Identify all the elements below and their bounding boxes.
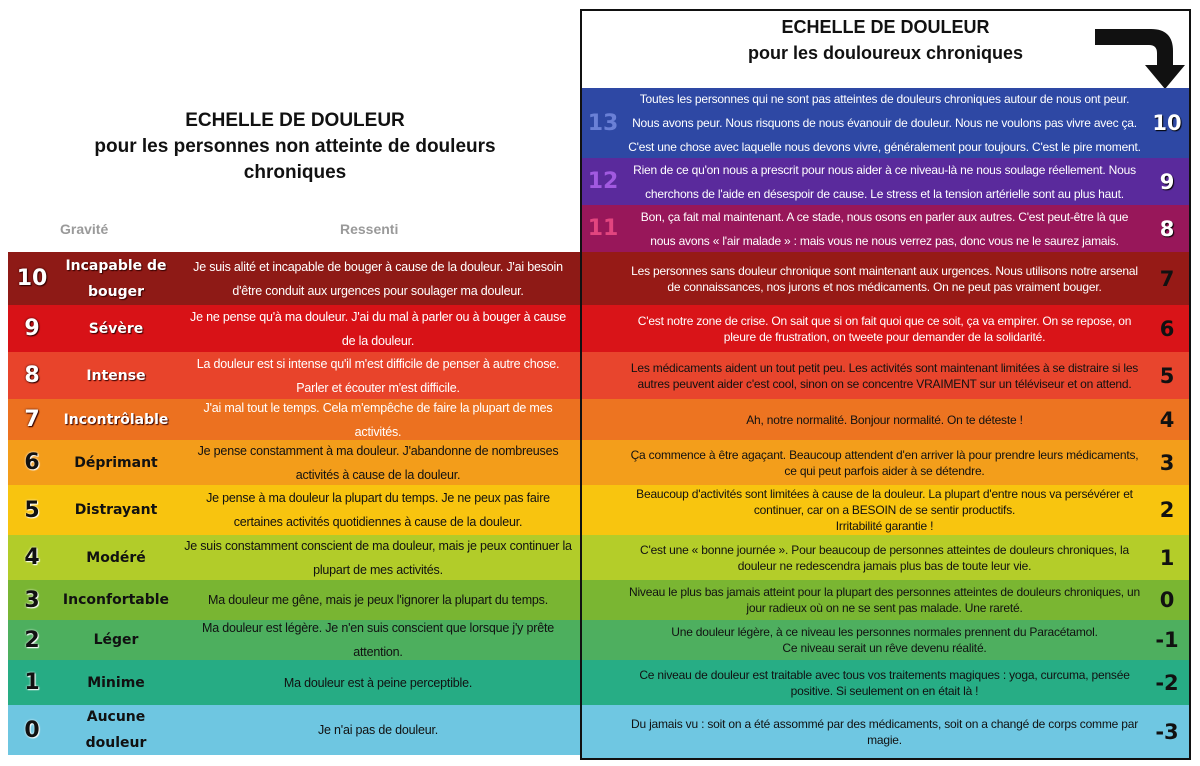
left-title-line3: chroniques <box>243 162 347 183</box>
level-number: 9 <box>1159 169 1175 194</box>
level-description: Je pense constamment à ma douleur. J'abandonne de nombreuses activités à cause de la douleur. <box>197 443 559 482</box>
right-row-0 <box>582 580 1189 620</box>
left-row-6 <box>8 440 580 485</box>
left-column-headers <box>0 218 580 242</box>
level-label: Sévère <box>88 320 144 337</box>
header-gravity: Gravité <box>60 221 109 237</box>
right-title-line2: pour les douloureux chroniques <box>747 43 1024 63</box>
level-description: Bon, ça fait mal maintenant. A ce stade, nous osons en parler aux autres. C'est peut-être là que nous avons « l'air malade » : mais vous ne nous verrez pas, donc vous ne le saurez jamais. <box>640 209 1129 248</box>
level-number: 3 <box>24 587 40 613</box>
level-number: 10 <box>1152 111 1182 135</box>
level-label: Minime <box>87 674 145 691</box>
right-row-5 <box>582 352 1189 399</box>
left-row-5 <box>8 485 580 535</box>
level-description: Beaucoup d'activités sont limitées à cause de la douleur. La plupart d'entre nous va persévérer et continuer, car on a BESOIN de se sentir productifs. Irritabilité garantie ! <box>636 487 1133 533</box>
level-description: Je pense à ma douleur la plupart du temps. Je ne peux pas faire certaines activités quotidiennes à cause de la douleur. <box>206 491 550 529</box>
right-scale-panel <box>580 9 1191 760</box>
left-row-10 <box>8 252 580 305</box>
right-row-10 <box>582 88 1189 158</box>
level-description: Les personnes sans douleur chronique sont maintenant aux urgences. Nous utilisons notre arsenal de connaissances, nos jurons et nos médicaments. On ne peut pas vraiment bouger. <box>631 263 1138 294</box>
level-number: 5 <box>24 497 40 523</box>
level-description: C'est notre zone de crise. On sait que si on fait quoi que ce soit, ça va empirer. On se repose, on pleure de frustration, on tweete pour demander de la solidarité. <box>637 313 1132 344</box>
level-label: Léger <box>93 632 139 648</box>
level-label: Incapable de bouger <box>65 257 167 300</box>
level-number: -2 <box>1155 670 1179 695</box>
level-description: Je n'ai pas de douleur. <box>317 723 439 737</box>
level-number: 5 <box>1159 363 1175 388</box>
right-row-8 <box>582 205 1189 252</box>
level-description: Ma douleur me gêne, mais je peux l'ignorer la plupart du temps. <box>208 593 548 607</box>
level-label: Inconfortable <box>62 592 170 608</box>
level-description: Ma douleur est légère. Je n'en suis conscient que lorsque j'y prête attention. <box>202 621 554 659</box>
level-number: 4 <box>1159 407 1175 432</box>
left-scale-table <box>8 252 580 755</box>
level-description: C'est une « bonne journée ». Pour beaucoup de personnes atteintes de douleurs chroniques, la douleur ne redescendra jamais plus bas de toute leur vie. <box>640 542 1129 573</box>
right-scale-table <box>582 88 1189 758</box>
left-row-7 <box>8 399 580 440</box>
level-description: Rien de ce qu'on nous a prescrit pour nous aider à ce niveau-là ne nous soulage réellement. Nous cherchons de l'aide en désespoir de cause. Le stress et la tension artérielle sont au plus haut. <box>633 162 1136 201</box>
level-number: 10 <box>16 266 48 291</box>
level-number: 6 <box>1159 316 1175 341</box>
level-number: 4 <box>24 545 40 570</box>
level-number: 8 <box>1159 216 1175 241</box>
level-description: Je suis constamment conscient de ma douleur, mais je peux continuer la plupart de mes activités. <box>184 538 572 577</box>
left-title-line2: pour les personnes non atteinte de douleurs <box>94 136 496 157</box>
level-label: Intense <box>86 367 146 384</box>
old-level-number: 13 <box>587 110 619 136</box>
left-row-2 <box>8 620 580 660</box>
level-number: 7 <box>24 407 40 432</box>
level-description: Toutes les personnes qui ne sont pas atteintes de douleurs chroniques autour de nous ont peur. Nous avons peur. Nous risquons de nous évanouir de douleur. Nous ne voulons pas vivre avec ça. C'est une chose avec laquelle nous devons vivre, généralement pour toujours. C'est le pire moment. <box>628 92 1141 154</box>
level-label: Incontrôlable <box>63 411 169 428</box>
level-description: Une douleur légère, à ce niveau les personnes normales prennent du Paracétamol. Ce niveau serait un rêve devenu réalité. <box>671 625 1098 655</box>
right-row-2 <box>582 485 1189 535</box>
level-description: Ah, notre normalité. Bonjour normalité. On te déteste ! <box>746 412 1023 427</box>
left-row-8 <box>8 352 580 399</box>
right-title-line1: ECHELLE DE DOULEUR <box>781 17 990 37</box>
right-row-1 <box>582 535 1189 580</box>
right-row-4 <box>582 399 1189 440</box>
level-number: -3 <box>1155 719 1179 744</box>
level-number: 0 <box>24 717 40 743</box>
level-description: Ça commence à être agaçant. Beaucoup attendent d'en arriver là pour prendre leurs médicaments, ce qui peut parfois aider à se détendre. <box>630 447 1139 478</box>
level-label: Déprimant <box>74 454 158 471</box>
curved-arrow-down-right-icon <box>1093 25 1187 91</box>
level-number: 9 <box>24 316 40 341</box>
level-label: Distrayant <box>74 502 158 518</box>
level-description: La douleur est si intense qu'il m'est difficile de penser à autre chose. Parler et écouter m'est difficile. <box>196 356 560 395</box>
left-row-0 <box>8 705 580 755</box>
level-number: 2 <box>24 627 40 653</box>
level-number: -1 <box>1155 628 1179 652</box>
left-row-4 <box>8 535 580 580</box>
left-row-1 <box>8 660 580 705</box>
level-number: 1 <box>24 670 40 695</box>
right-row-6 <box>582 305 1189 352</box>
right-row-7 <box>582 252 1189 305</box>
right-row-minus-3 <box>582 705 1189 758</box>
left-title <box>0 108 590 186</box>
level-label: Aucune douleur <box>85 709 147 751</box>
right-row-minus-2 <box>582 660 1189 705</box>
old-level-number: 12 <box>587 169 619 194</box>
level-number: 2 <box>1159 498 1175 522</box>
level-description: Ma douleur est à peine perceptible. <box>283 675 473 690</box>
level-description: Ce niveau de douleur est traitable avec tous vos traitements magiques : yoga, curcuma, pensée positive. Si seulement on en était là ! <box>639 667 1130 698</box>
level-number: 6 <box>24 450 40 475</box>
level-description: Je ne pense qu'à ma douleur. J'ai du mal à parler ou à bouger à cause de la douleur. <box>190 309 566 348</box>
header-feeling: Ressenti <box>340 221 399 237</box>
level-description: J'ai mal tout le temps. Cela m'empêche de faire la plupart de mes activités. <box>203 400 553 439</box>
level-number: 3 <box>1159 450 1175 475</box>
level-description: Niveau le plus bas jamais atteint pour la plupart des personnes atteintes de douleurs chroniques, un jour radieux où on ne se sent pas malade. Une rareté. <box>629 585 1140 615</box>
right-row-3 <box>582 440 1189 485</box>
left-row-9 <box>8 305 580 352</box>
right-row-minus-1 <box>582 620 1189 660</box>
level-description: Du jamais vu : soit on a été assommé par des médicaments, soit on a changé de corps comme par magie. <box>631 716 1138 747</box>
old-level-number: 11 <box>587 216 619 241</box>
level-number: 8 <box>24 363 40 388</box>
level-label: Modéré <box>86 549 146 566</box>
level-number: 7 <box>1159 266 1175 291</box>
right-row-9 <box>582 158 1189 205</box>
left-title-line1: ECHELLE DE DOULEUR <box>185 110 405 131</box>
level-description: Les médicaments aident un tout petit peu. Les activités sont maintenant limitées à se distraire si les autres peuvent aider c'est cool, sinon on se concentre VRAIMENT sur un téléviseur et on attend. <box>630 360 1139 391</box>
level-description: Je suis alité et incapable de bouger à cause de la douleur. J'ai besoin d'être conduit aux urgences pour soulager ma douleur. <box>193 259 563 298</box>
level-number: 0 <box>1159 588 1175 612</box>
level-number: 1 <box>1159 545 1175 570</box>
left-row-3 <box>8 580 580 620</box>
